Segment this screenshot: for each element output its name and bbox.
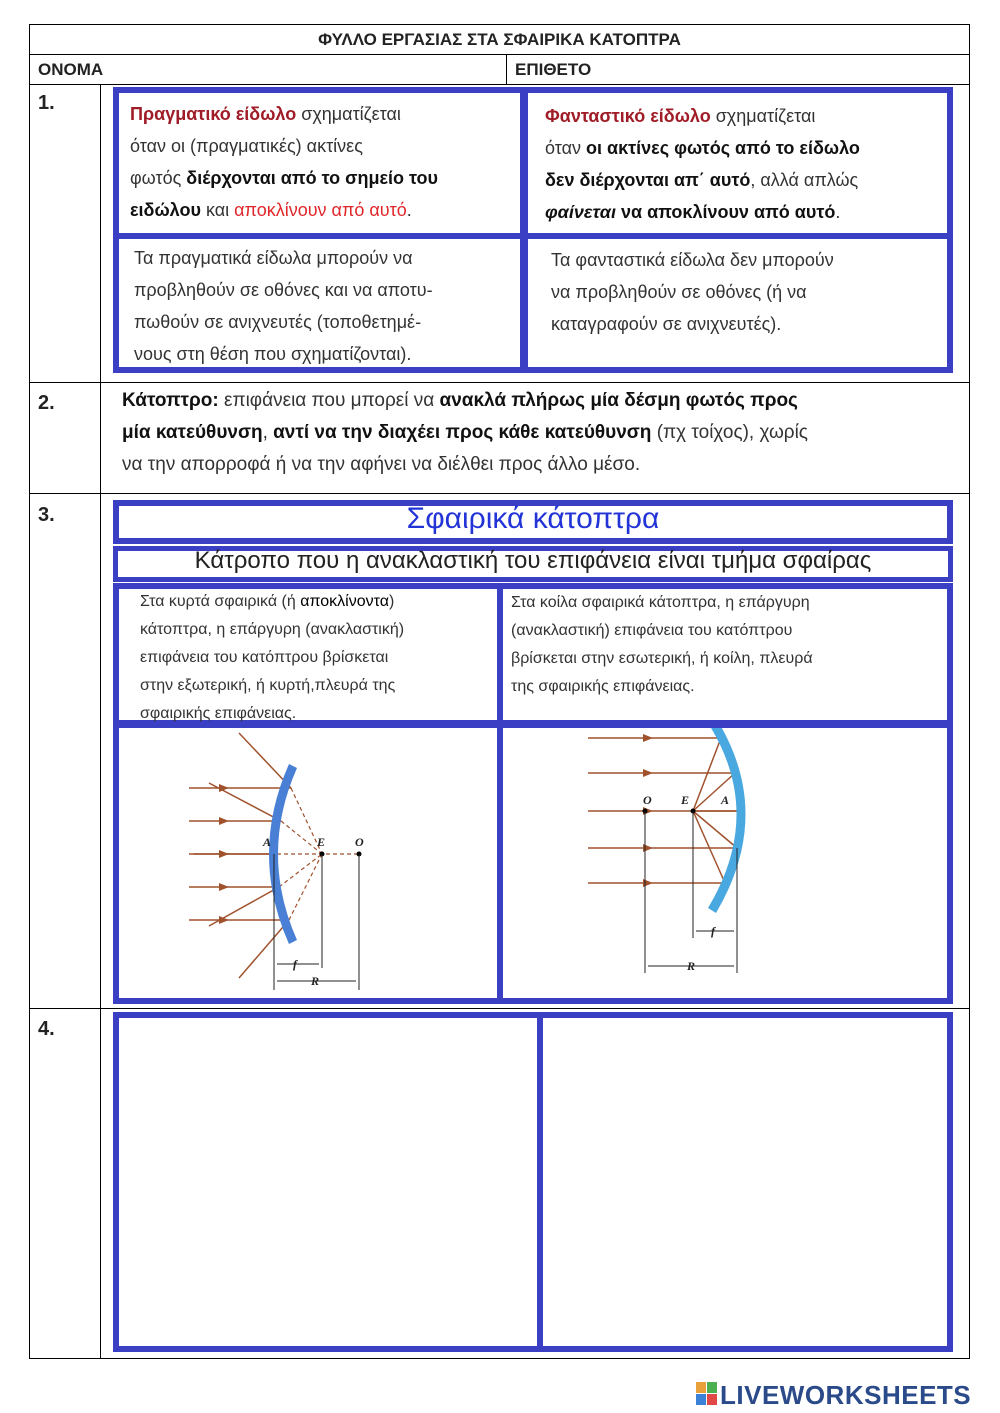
surname-label: ΕΠΙΘΕΤΟ (515, 60, 592, 79)
concave-label-E: E (681, 793, 690, 807)
concave-label-R: R (687, 959, 696, 973)
virtual-note-text: Τα φανταστικά είδωλα δεν μπορούν να προβληθούν σε οθόνες (ή να καταγραφούν σε ανιχνευτές). (551, 250, 834, 334)
row-number-2: 2. (38, 392, 55, 414)
convex-mirror-diagram (119, 728, 497, 998)
virtual-image-term: Φανταστικό είδωλο (545, 106, 711, 126)
answer-box-right[interactable] (537, 1012, 953, 1352)
spherical-title: Σφαιρικά κάτοπτρα (406, 502, 660, 535)
worksheet-title: ΦΥΛΛΟ ΕΡΓΑΣΙΑΣ ΣΤΑ ΣΦΑΙΡΙΚΑ ΚΑΤΟΠΤΡΑ (318, 30, 681, 49)
name-field[interactable] (130, 56, 500, 82)
surname-field[interactable] (610, 56, 965, 82)
convex-label-A: A (263, 835, 272, 849)
concave-mirror-diagram (503, 728, 947, 998)
real-image-term: Πραγματικό είδωλο (130, 104, 297, 124)
answer-box-left[interactable] (113, 1012, 543, 1352)
spherical-definition: Κάτροπο που η ανακλαστική του επιφάνεια είναι τμήμα σφαίρας (194, 547, 872, 574)
mirror-term: Κάτοπτρο: (122, 390, 219, 411)
real-note-text: Τα πραγματικά είδωλα μπορούν να προβληθούν σε οθόνες και να αποτυ- πωθούν σε ανιχνευτές (τοποθετημέ- νους στη θέση που σχηματίζονται). (134, 248, 433, 364)
name-label: ΟΝΟΜΑ (38, 60, 104, 79)
row-number-3: 3. (38, 504, 55, 526)
concave-label-f: f (711, 924, 715, 938)
real-image-text: Πραγματικό είδωλο σχηματίζεται όταν οι (πραγματικές) ακτίνες φωτός διέρχονται από το σημείο του ειδώλου και αποκλίνουν από αυτό. (130, 104, 439, 220)
concave-label-A: A (721, 793, 730, 807)
liveworksheets-logo-icon (696, 1382, 718, 1406)
liveworksheets-logo (696, 1380, 996, 1410)
convex-label-f: f (293, 957, 297, 971)
row-number-1: 1. (38, 92, 55, 114)
mirror-definition: Κάτοπτρο: επιφάνεια που μπορεί να ανακλά πλήρως μία δέσμη φωτός προς μία κατεύθυνση, αντί να την διαχέει προς κάθε κατεύθυνση (πχ τοίχος), χωρίς να την απορροφά ή να την αφήνει να διέλθει προς άλλο μέσο. (122, 390, 808, 475)
convex-text: Στα κυρτά σφαιρικά (ή αποκλίνοντα) κάτοπτρα, η επάργυρη (ανακλαστική) επιφάνεια του κατόπτρου βρίσκεται στην εξωτερική, ή κυρτή,πλευρά της σφαιρικής επιφάνειας. (140, 593, 405, 722)
convex-label-R: R (311, 974, 320, 988)
convex-virtual-rays (277, 788, 359, 920)
liveworksheets-brand: LIVEWORKSHEETS (720, 1380, 972, 1410)
convex-label-O: O (355, 835, 364, 849)
concave-text: Στα κοίλα σφαιρικά κάτοπτρα, η επάργυρη (ανακλαστική) επιφάνεια του κατόπτρου βρίσκεται στην εσωτερική, ή κοίλη, πλευρά της σφαιρικής επιφάνειας. (511, 594, 813, 695)
virtual-image-text: Φανταστικό είδωλο σχηματίζεται όταν οι ακτίνες φωτός από το είδωλο δεν διέρχονται απ΄ αυτό, αλλά απλώς φαίνεται να αποκλίνουν από αυτό. (545, 106, 860, 222)
convex-label-E: E (317, 835, 326, 849)
row-number-4: 4. (38, 1018, 55, 1040)
concave-label-O: O (643, 793, 652, 807)
